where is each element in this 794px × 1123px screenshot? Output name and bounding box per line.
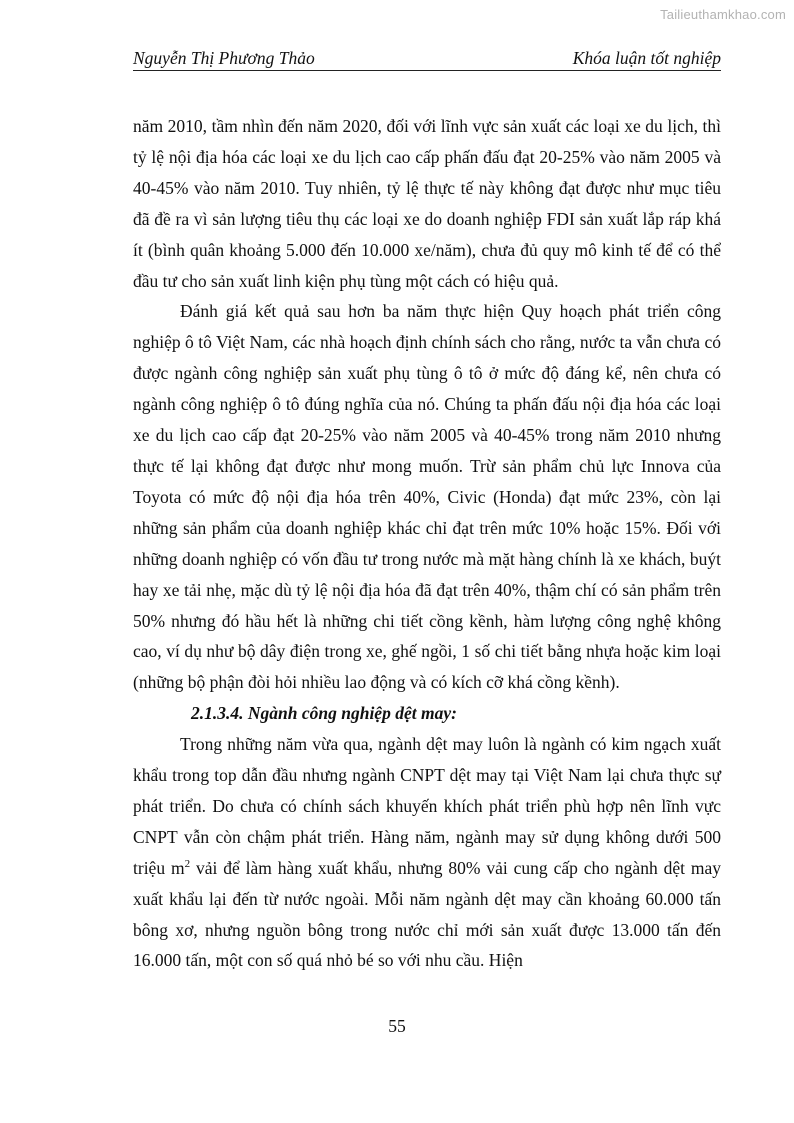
paragraph-3-text-a: Trong những năm vừa qua, ngành dệt may luôn là ngành có kim ngạch xuất khẩu trong top dẫn đầu nhưng ngành CNPT dệt may tại Việt Nam lại chưa thực sự phát triển. Do chưa có chính sách khuyến khích phát triển phù hợp nên lĩnh vực CNPT vẫn còn chậm phát triển. Hàng năm, ngành may sử dụng không dưới 500 triệu m (133, 734, 721, 878)
paragraph-2: Đánh giá kết quả sau hơn ba năm thực hiện Quy hoạch phát triển công nghiệp ô tô Việt Nam, các nhà hoạch định chính sách cho rằng, nước ta vẫn chưa có được ngành công nghiệp sản xuất phụ tùng ô tô ở mức độ đáng kể, nên chưa có ngành công nghiệp ô tô đúng nghĩa của nó. Chúng ta phấn đấu nội địa hóa các loại xe du lịch cao cấp đạt 20-25% vào năm 2005 và 40-45% trong năm 2010 nhưng thực tế lại không đạt được như mong muốn. Trừ sản phẩm chủ lực Innova của Toyota có mức độ nội địa hóa trên 40%, Civic (Honda) đạt mức 23%, còn lại những sản phẩm của doanh nghiệp khác chỉ đạt trên mức 10% hoặc 15%. Đối với những doanh nghiệp có vốn đầu tư trong nước mà mặt hàng chính là xe khách, buýt hay xe tải nhẹ, mặc dù tỷ lệ nội địa hóa đã đạt trên 40%, thậm chí có sản phẩm trên 50% nhưng đó hầu hết là những chi tiết cồng kềnh, hàm lượng công nghệ không cao, ví dụ như bộ dây điện trong xe, ghế ngồi, 1 số chi tiết bằng nhựa hoặc kim loại (những bộ phận đòi hỏi nhiều lao động và có kích cỡ khá cồng kềnh). (133, 301, 721, 693)
header-document-type: Khóa luận tốt nghiệp (572, 48, 721, 68)
body-text (133, 111, 721, 976)
watermark-text: Tailieuthamkhao.com (660, 7, 786, 22)
paragraph-1: năm 2010, tầm nhìn đến năm 2020, đối với lĩnh vực sản xuất các loại xe du lịch, thì tỷ lệ nội địa hóa các loại xe du lịch cao cấp phấn đấu đạt 20-25% vào năm 2005 và 40-45% vào năm 2010. Tuy nhiên, tỷ lệ thực tế này không đạt được như mục tiêu đã đề ra vì sản lượng tiêu thụ các loại xe do doanh nghiệp FDI sản xuất lắp ráp khá ít (bình quân khoảng 5.000 đến 10.000 xe/năm), chưa đủ quy mô kinh tế để có thể đầu tư cho sản xuất linh kiện phụ tùng một cách có hiệu quả. (133, 116, 721, 291)
header-author: Nguyễn Thị Phương Thảo (133, 48, 315, 68)
page-header (133, 48, 721, 71)
section-heading: 2.1.3.4. Ngành công nghiệp dệt may: (191, 703, 457, 724)
superscript-2: 2 (184, 857, 191, 870)
paragraph-3-text-b: vải để làm hàng xuất khẩu, nhưng 80% vải cung cấp cho ngành dệt may xuất khẩu lại đến từ nước ngoài. Mỗi năm ngành dệt may cần khoảng 60.000 tấn bông xơ, nhưng nguồn bông trong nước chỉ mới sản xuất được 13.000 tấn đến 16.000 tấn, một con số quá nhỏ bé so với nhu cầu. Hiện (133, 857, 721, 971)
paragraph-3 (133, 729, 721, 976)
page-number: 55 (388, 1016, 406, 1036)
